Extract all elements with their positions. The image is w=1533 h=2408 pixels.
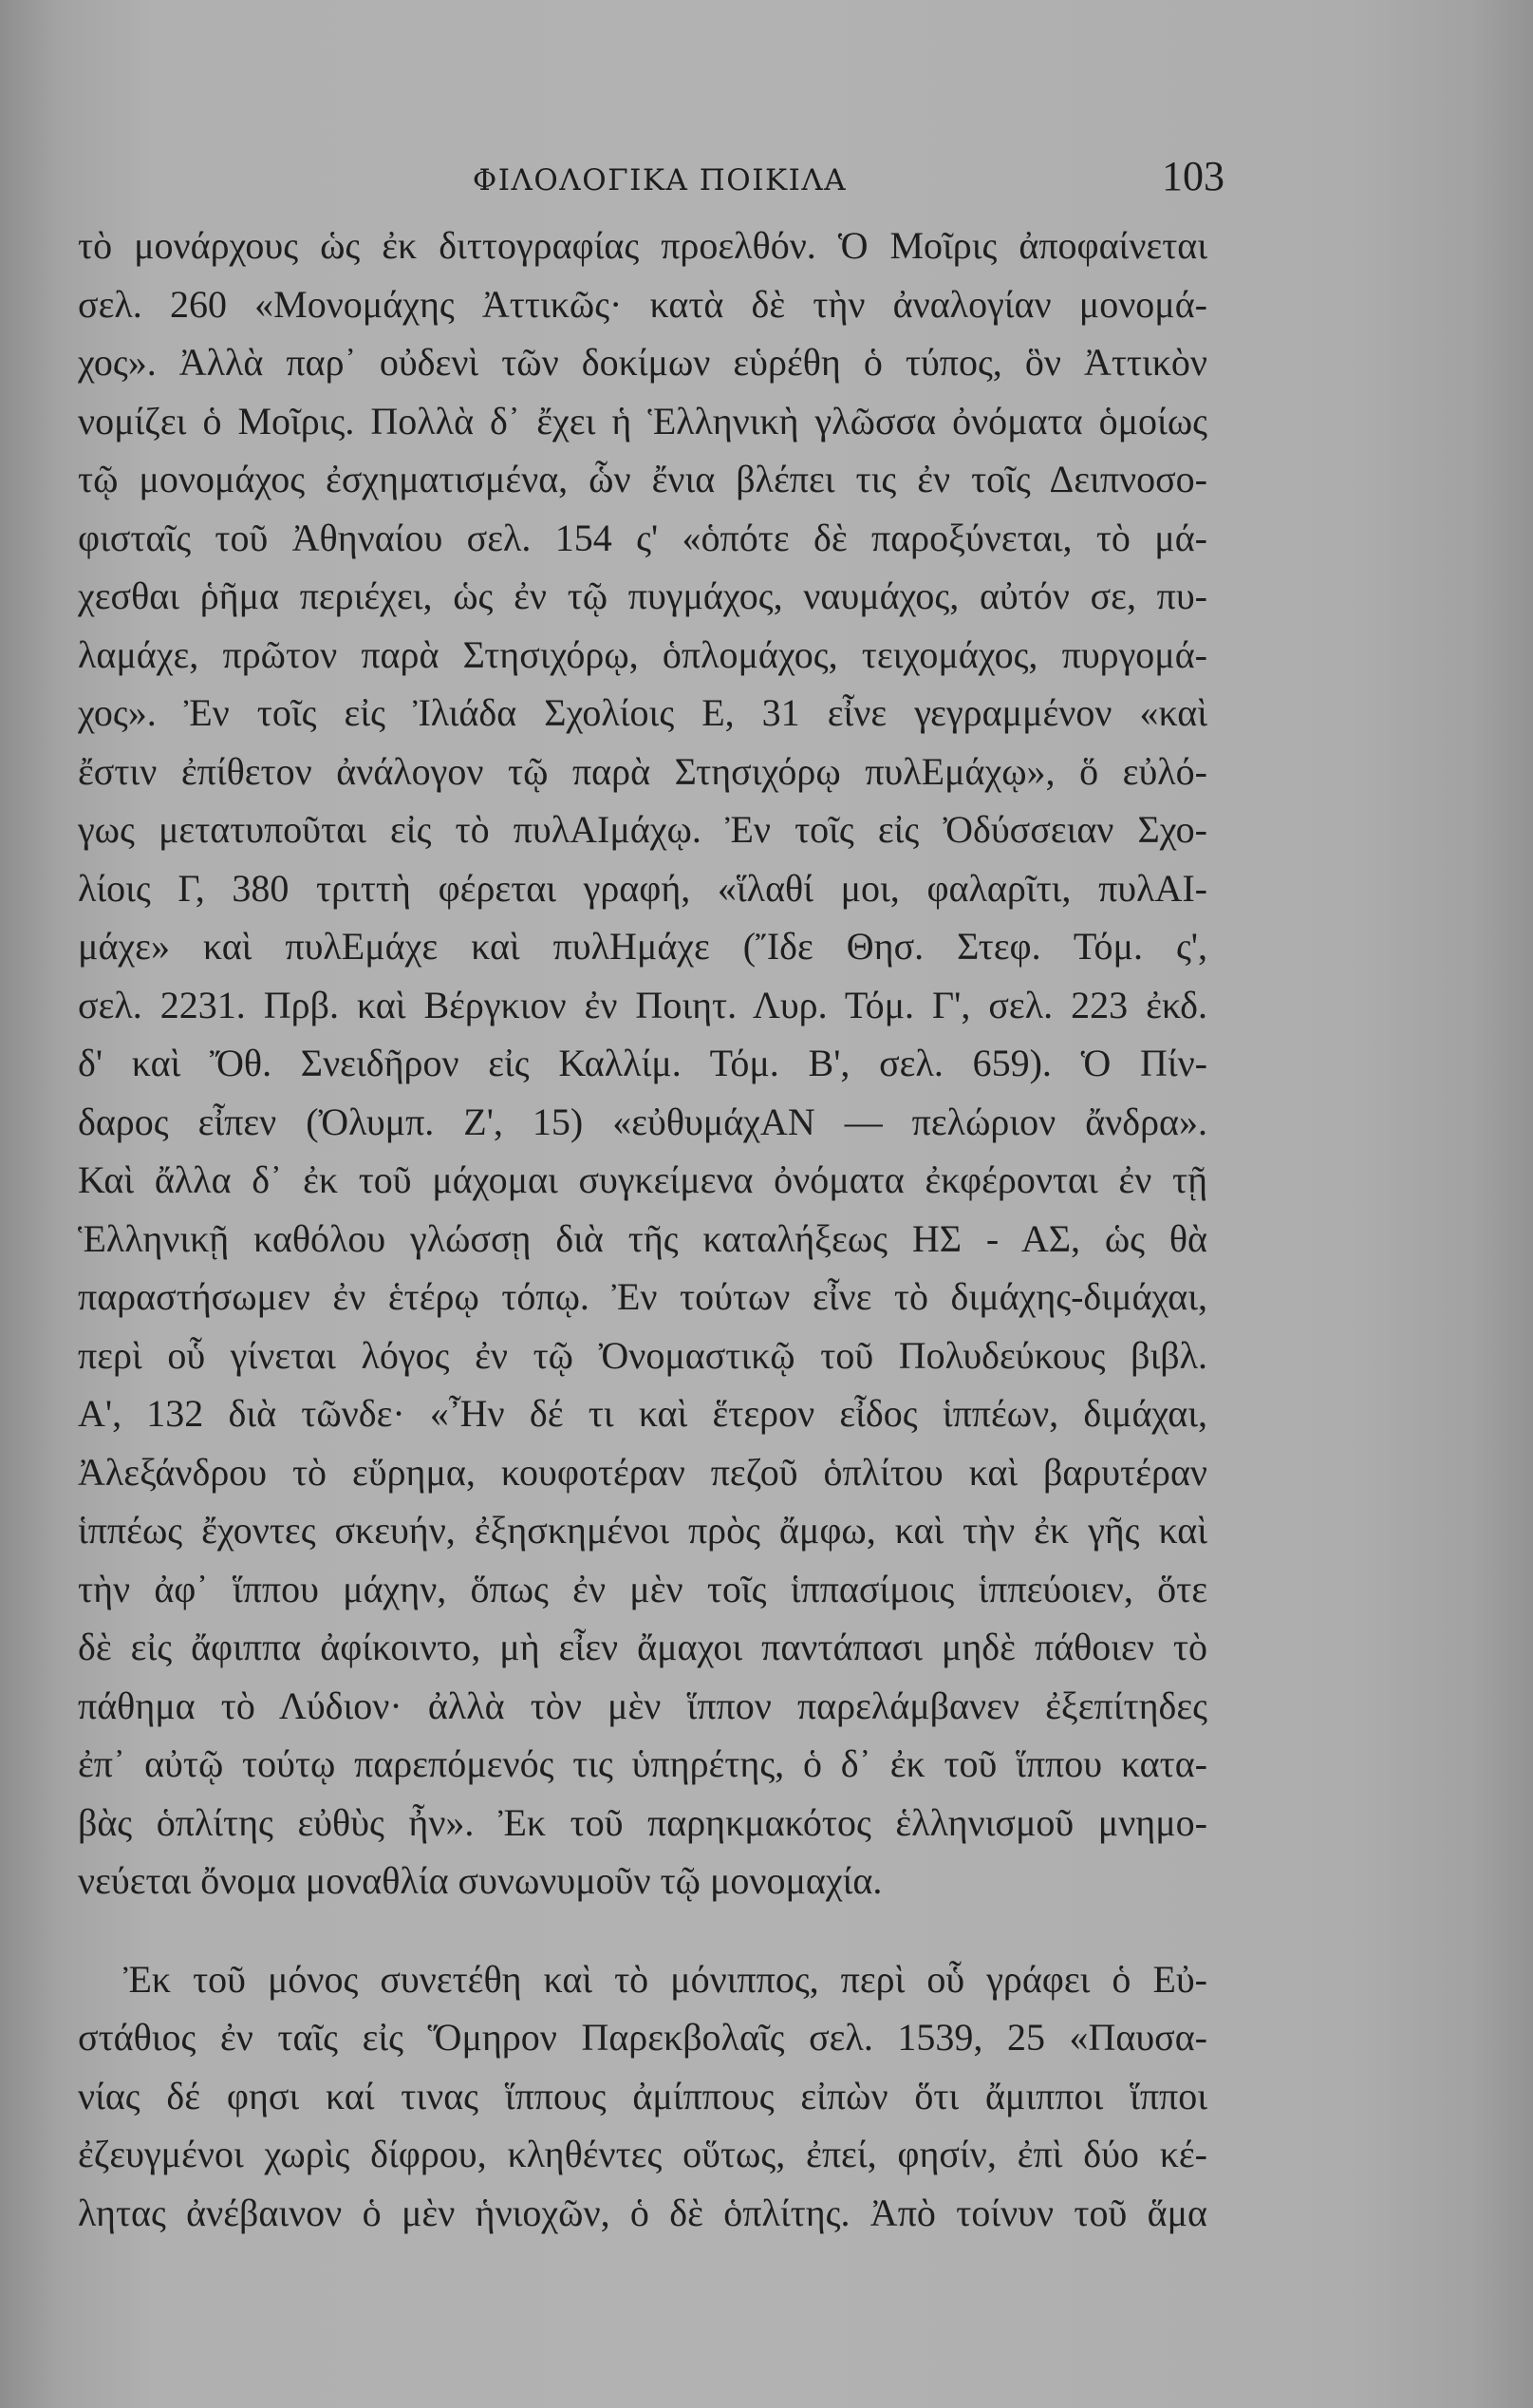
text-line: λαμάχε, πρῶτον παρὰ Στησιχόρῳ, ὁπλομάχος, τειχομάχος, πυργομά- bbox=[78, 632, 1207, 676]
text-line: βὰς ὁπλίτης εὐθὺς ἦν». Ἐκ τοῦ παρηκμακότος ἑλληνισμοῦ μνημο- bbox=[78, 1800, 1207, 1844]
text-line: χεσθαι ῥῆμα περιέχει, ὡς ἐν τῷ πυγμάχος, ναυμάχος, αὐτόν σε, πυ- bbox=[78, 574, 1207, 617]
text-line: τῷ μονομάχος ἐσχηματισμένα, ὧν ἔνια βλέπει τις ἐν τοῖς Δειπνοσο- bbox=[78, 458, 1207, 500]
text-line: γως μετατυποῦται εἰς τὸ πυλΑΙμάχῳ. Ἐν τοῖς εἰς Ὀδύσσειαν Σχο- bbox=[78, 808, 1207, 851]
text-line: παραστήσωμεν ἐν ἑτέρῳ τόπῳ. Ἐν τούτων εἶνε τὸ διμάχης-διμάχαι, bbox=[78, 1275, 1207, 1318]
text-line: τὴν ἀφ᾿ ἵππου μάχην, ὅπως ἐν μὲν τοῖς ἱππασίμοις ἱππεύοιεν, ὅτε bbox=[78, 1567, 1207, 1610]
text-line: σελ. 2231. Πρβ. καὶ Βέργκιον ἐν Ποιητ. Λυρ. Τόμ. Γ', σελ. 223 ἐκδ. bbox=[78, 983, 1207, 1026]
body-text bbox=[78, 216, 1207, 2242]
text-line: δὲ εἰς ἄφιππα ἀφίκοιντο, μὴ εἶεν ἄμαχοι παντάπασι μηδὲ πάθοιεν τὸ bbox=[78, 1626, 1207, 1668]
text-line: χος». Ἀλλὰ παρ᾿ οὐδενὶ τῶν δοκίμων εὑρέθη ὁ τύπος, ὃν Ἀττικὸν bbox=[78, 341, 1207, 384]
text-line: νομίζει ὁ Μοῖρις. Πολλὰ δ᾿ ἔχει ἡ Ἑλληνικὴ γλῶσσα ὀνόματα ὁμοίως bbox=[78, 399, 1207, 442]
text-line: στάθιος ἐν ταῖς εἰς Ὅμηρον Παρεκβολαῖς σελ. 1539, 25 «Παυσα- bbox=[78, 2016, 1207, 2059]
text-line: φισταῖς τοῦ Ἀθηναίου σελ. 154 ς' «ὁπότε δὲ παροξύνεται, τὸ μά- bbox=[78, 516, 1207, 559]
text-line: Καὶ ἄλλα δ᾿ ἐκ τοῦ μάχομαι συγκείμενα ὀνόματα ἐκφέρονται ἐν τῇ bbox=[78, 1158, 1207, 1201]
text-line: μάχε» καὶ πυλΕμάχε καὶ πυλΗμάχε (Ἴδε Θησ. Στεφ. Τόμ. ς', bbox=[78, 925, 1207, 968]
text-line: ἐζευγμένοι χωρὶς δίφρου, κληθέντες οὕτως, ἐπεί, φησίν, ἐπὶ δύο κέ- bbox=[78, 2133, 1207, 2175]
page-header bbox=[95, 152, 1225, 209]
paragraph-2 bbox=[78, 1950, 1207, 2243]
text-line: ἐπ᾿ αὐτῷ τούτῳ παρεπόμενός τις ὑπηρέτης, ὁ δ᾿ ἐκ τοῦ ἵππου κατα- bbox=[78, 1742, 1207, 1785]
text-line: ἔστιν ἐπίθετον ἀνάλογον τῷ παρὰ Στησιχόρῳ πυλΕμάχῳ», ὅ εὐλό- bbox=[78, 749, 1207, 793]
text-line: πάθημα τὸ Λύδιον· ἀλλὰ τὸν μὲν ἵππον παρελάμβανεν ἐξεπίτηδες bbox=[78, 1684, 1207, 1727]
text-line: τὸ μονάρχους ὡς ἐκ διττογραφίας προελθόν. Ὁ Μοῖρις ἀποφαίνεται bbox=[78, 224, 1207, 267]
text-line: Ἑλληνικῇ καθόλου γλώσσῃ διὰ τῆς καταλήξεως ΗΣ - ΑΣ, ὡς θὰ bbox=[78, 1216, 1207, 1260]
text-line: λίοις Γ, 380 τριττὴ φέρεται γραφή, «ἵλαθί μοι, φαλαρῖτι, πυλΑΙ- bbox=[78, 866, 1207, 910]
text-line: Ἀλεξάνδρου τὸ εὕρημα, κουφοτέραν πεζοῦ ὁπλίτου καὶ βαρυτέραν bbox=[78, 1450, 1207, 1494]
text-line: περὶ οὗ γίνεται λόγος ἐν τῷ Ὀνομαστικῷ τοῦ Πολυδεύκους βιβλ. bbox=[78, 1333, 1207, 1377]
running-title: ΦΙΛΟΛΟΓΙΚΑ ΠΟΙΚΙΛΑ bbox=[472, 163, 848, 198]
text-line: σελ. 260 «Μονομάχης Ἀττικῶς· κατὰ δὲ τὴν ἀναλογίαν μονομά- bbox=[78, 282, 1207, 326]
text-line: Α', 132 διὰ τῶνδε· «Ἦν δέ τι καὶ ἕτερον εἶδος ἱππέων, διμάχαι, bbox=[78, 1392, 1207, 1435]
paragraph-gap bbox=[78, 1910, 1207, 1950]
paragraph-1 bbox=[78, 216, 1207, 1910]
text-line: Ἐκ τοῦ μόνος συνετέθη καὶ τὸ μόνιππος, περὶ οὗ γράφει ὁ Εὐ- bbox=[123, 1957, 1207, 2001]
text-line: νίας δέ φησι καί τινας ἵππους ἀμίππους εἰπὼν ὅτι ἄμιπποι ἵπποι bbox=[78, 2074, 1207, 2117]
text-line: δαρος εἶπεν (Ὀλυμπ. Ζ', 15) «εὐθυμάχΑΝ — πελώριον ἄνδρα». bbox=[78, 1100, 1207, 1143]
text-line: χος». Ἐν τοῖς εἰς Ἰλιάδα Σχολίοις Ε, 31 εἶνε γεγραμμένον «καὶ bbox=[78, 691, 1207, 734]
text-line: λητας ἀνέβαινον ὁ μὲν ἡνιοχῶν, ὁ δὲ ὁπλίτης. Ἀπὸ τοίνυν τοῦ ἅμα bbox=[78, 2191, 1207, 2234]
text-line: ἱππέως ἔχοντες σκευήν, ἐξησκημένοι πρὸς ἄμφω, καὶ τὴν ἐκ γῆς καὶ bbox=[78, 1509, 1207, 1552]
text-line: δ' καὶ Ὄθ. Σνειδῆρον εἰς Καλλίμ. Τόμ. Β', σελ. 659). Ὁ Πίν- bbox=[78, 1042, 1207, 1084]
text-line: νεύεται ὄνομα μοναθλία συνωνυμοῦν τῷ μονομαχία. bbox=[78, 1859, 883, 1902]
page-number: 103 bbox=[1162, 153, 1225, 199]
